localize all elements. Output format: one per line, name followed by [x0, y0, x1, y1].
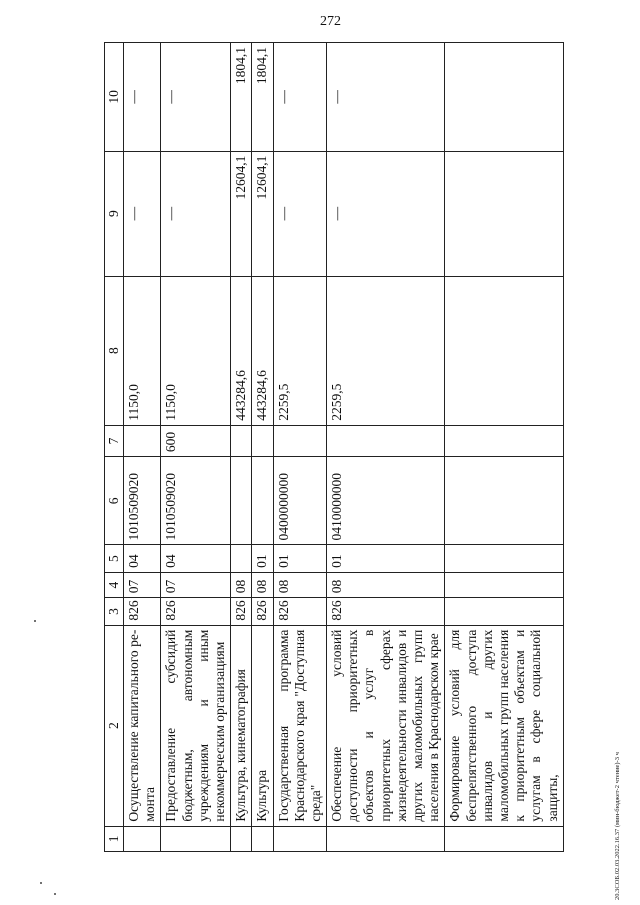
table-cell-c2: Государственная программа Краснодарского края "Доступная среда"	[273, 625, 327, 826]
table-cell-c1	[252, 826, 273, 851]
table-cell-c5: 04	[161, 545, 231, 572]
table-cell-c8: 443284,6	[252, 276, 273, 425]
table-cell-c10: —	[273, 43, 327, 152]
column-number-row	[105, 43, 124, 852]
table-cell-c9: —	[273, 151, 327, 276]
table-cell-c8: 1150,0	[124, 276, 161, 425]
table-cell-c2: Культура, кинематография	[231, 625, 252, 826]
table-cell-c3: 826	[231, 598, 252, 625]
table-cell-c9: 12604,1	[252, 151, 273, 276]
table-cell-c7	[273, 425, 327, 456]
table-cell-c5: 01	[252, 545, 273, 572]
table-cell-c6: 0400000000	[273, 457, 327, 545]
table-cell-c9: —	[327, 151, 445, 276]
table-cell-c8: 2259,5	[273, 276, 327, 425]
table-cell-c6: 1010509020	[161, 457, 231, 545]
table-cell-c10: 1804,1	[252, 43, 273, 152]
table-cell-c2: Формирование условий для беспрепятственного доступа инвалидов и других маломобильных групп населения к приоритетным объектам и услугам в сфере социальной защиты,	[445, 625, 563, 826]
table-cell-c1	[161, 826, 231, 851]
table-cell-c7	[252, 425, 273, 456]
table-cell-c5: 01	[273, 545, 327, 572]
table-cell-c9: 12604,1	[231, 151, 252, 276]
table-cell-c4: 08	[252, 572, 273, 597]
table-cell-c10: —	[124, 43, 161, 152]
table-row	[231, 43, 252, 852]
table-cell-c3	[445, 598, 563, 625]
table-cell-c4	[445, 572, 563, 597]
table-cell-c5	[231, 545, 252, 572]
table-cell-c3: 826	[252, 598, 273, 625]
table-cell-c7	[445, 425, 563, 456]
table-cell-c2: Обеспечение условий доступности приоритетных объектов и услуг в приоритетных сферах жизнедеятельности инвалидов и других маломобильных групп населения в Краснодарском крае	[327, 625, 445, 826]
table-row	[273, 43, 327, 852]
table-cell-c8	[445, 276, 563, 425]
table-cell-c10: —	[327, 43, 445, 152]
table-cell-c7: 600	[161, 425, 231, 456]
table-cell-c3: 826	[161, 598, 231, 625]
table-cell-c7	[231, 425, 252, 456]
table-cell-c6: 0410000000	[327, 457, 445, 545]
table-cell-c3: 826	[124, 598, 161, 625]
table-row	[252, 43, 273, 852]
table-cell-c4: 08	[273, 572, 327, 597]
table-cell-c3: 826	[327, 598, 445, 625]
table-row	[161, 43, 231, 852]
col-header: 3	[105, 598, 124, 625]
table-cell-c10: 1804,1	[231, 43, 252, 152]
col-header: 7	[105, 425, 124, 456]
table-cell-c4: 07	[124, 572, 161, 597]
table-cell-c5: 01	[327, 545, 445, 572]
table-cell-c6: 1010509020	[124, 457, 161, 545]
document-footer: 20.3СОБ.02.03.2022.16.37 (мин-бюджет-2 чтение)-3 ч	[614, 752, 621, 900]
table-cell-c5: 04	[124, 545, 161, 572]
budget-table-rotated	[104, 42, 624, 852]
table-cell-c1	[445, 826, 563, 851]
table-cell-c1	[124, 826, 161, 851]
table-cell-c6	[445, 457, 563, 545]
table-row	[124, 43, 161, 852]
table-row	[445, 43, 563, 852]
budget-table	[104, 42, 564, 852]
table-row	[327, 43, 445, 852]
table-cell-c5	[445, 545, 563, 572]
table-cell-c4: 08	[327, 572, 445, 597]
table-cell-c3: 826	[273, 598, 327, 625]
table-cell-c6	[252, 457, 273, 545]
scan-speck	[54, 893, 56, 895]
table-cell-c8: 2259,5	[327, 276, 445, 425]
table-cell-c4: 08	[231, 572, 252, 597]
table-cell-c8: 1150,0	[161, 276, 231, 425]
table-cell-c8: 443284,6	[231, 276, 252, 425]
table-cell-c2: Предоставление субсидий бюджетным, автономным учреждениям и иным некоммерческим организациям	[161, 625, 231, 826]
col-header: 8	[105, 276, 124, 425]
table-cell-c1	[327, 826, 445, 851]
table-cell-c1	[273, 826, 327, 851]
table-cell-c2: Культура	[252, 625, 273, 826]
table-cell-c7	[327, 425, 445, 456]
table-cell-c10: —	[161, 43, 231, 152]
table-cell-c2: Осуществление капитального ремонта	[124, 625, 161, 826]
page-number: 272	[320, 14, 341, 29]
scan-speck	[34, 620, 36, 622]
col-header: 6	[105, 457, 124, 545]
col-header: 5	[105, 545, 124, 572]
table-cell-c7	[124, 425, 161, 456]
col-header: 4	[105, 572, 124, 597]
table-cell-c6	[231, 457, 252, 545]
col-header: 1	[105, 826, 124, 851]
col-header: 9	[105, 151, 124, 276]
scan-speck	[40, 882, 42, 884]
table-cell-c9	[445, 151, 563, 276]
col-header: 10	[105, 43, 124, 152]
table-cell-c10	[445, 43, 563, 152]
table-cell-c9: —	[161, 151, 231, 276]
table-cell-c1	[231, 826, 252, 851]
table-cell-c9: —	[124, 151, 161, 276]
col-header: 2	[105, 625, 124, 826]
table-cell-c4: 07	[161, 572, 231, 597]
